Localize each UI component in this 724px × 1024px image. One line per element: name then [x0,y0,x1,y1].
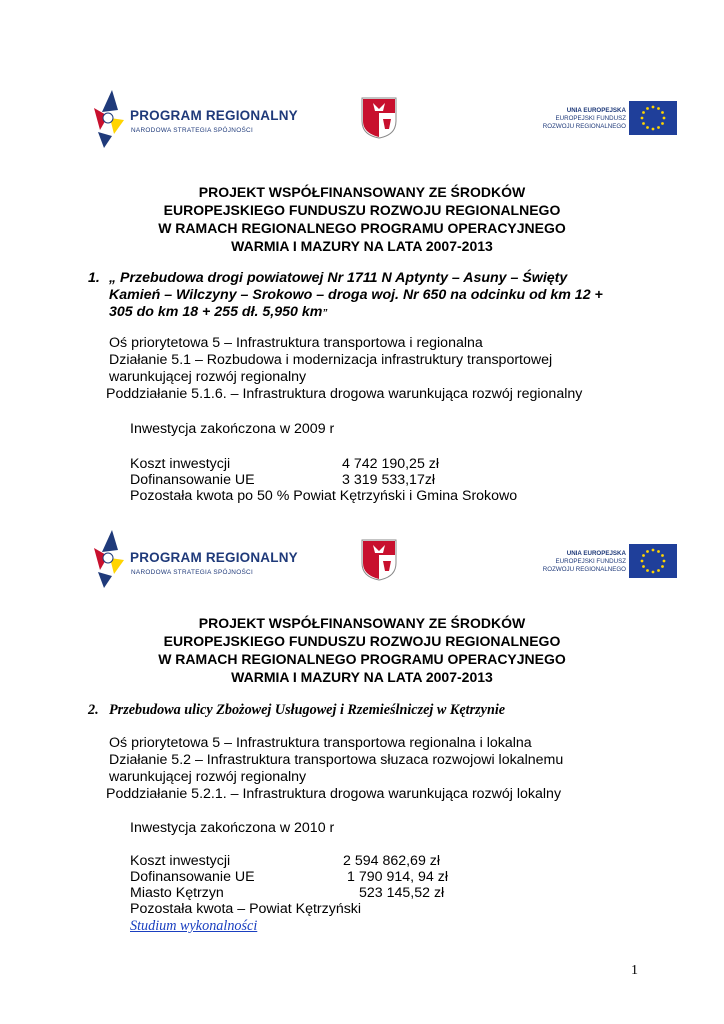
eu-text-block [530,107,626,131]
project2-cost-label: Koszt inwestycji [130,853,231,869]
project1-remaining: Pozostała kwota po 50 % Powiat Kętrzyński i Gmina Srokowo [130,488,518,504]
header2-line3: W RAMACH REGIONALNEGO PROGRAMU OPERACYJNEGO [158,651,566,667]
project1-action-line1: Działanie 5.1 – Rozbudowa i modernizacja infrastruktury transportowej [109,352,553,368]
eu-flag-icon-2 [629,544,677,578]
project1-title-line2: Kamień – Wilczyny – Srokowo – droga woj. Nr 650 na odcinku od km 12 + [109,287,603,303]
program-regional-logo-2 [88,530,318,590]
project1-title-quote: ” [322,308,328,319]
project1-action-line2: warunkującej rozwój regionalny [109,369,307,385]
project1-title-line1: „ Przebudowa drogi powiatowej Nr 1711 N Aptynty – Asuny – Święty [109,270,568,286]
project2-remaining: Pozostała kwota – Powiat Kętrzyński [130,901,362,917]
project1-title-line3 [109,304,327,323]
header2-line4: WARMIA I MAZURY NA LATA 2007-2013 [231,669,493,685]
header2-line1: PROJEKT WSPÓŁFINANSOWANY ZE ŚRODKÓW [198,615,526,631]
header-line1: PROJEKT WSPÓŁFINANSOWANY ZE ŚRODKÓW [198,184,526,200]
project2-city-label: Miasto Kętrzyn [130,885,224,901]
program-subtitle-2: NARODOWA STRATEGIA SPÓJNOŚCI [131,569,254,576]
eu-line1: UNIA EUROPEJSKA [566,107,626,114]
header-line3: W RAMACH REGIONALNEGO PROGRAMU OPERACYJNEGO [158,220,566,236]
project2-title: Przebudowa ulicy Zbożowej Usługowej i Rzemieślniczej w Kętrzynie [109,702,506,718]
project2-city-value: 523 145,52 zł [359,885,445,901]
project2-action-line1: Działanie 5.2 – Infrastruktura transportowa słuzaca rozwojowi lokalnemu [109,752,564,768]
project1-axis: Oś priorytetowa 5 – Infrastruktura transportowa i regionalna [109,335,483,351]
project1-eu-label: Dofinansowanie UE [130,472,255,488]
warmia-mazury-crest-icon [361,97,397,139]
program-subtitle: NARODOWA STRATEGIA SPÓJNOŚCI [131,127,254,134]
program-regional-logo [88,90,318,150]
project1-number: 1. [88,270,100,286]
header-line4: WARMIA I MAZURY NA LATA 2007-2013 [231,238,493,254]
program-title: PROGRAM REGIONALNY [130,108,298,123]
project1-title-line3-text: 305 do km 18 + 255 dł. 5,950 km [109,304,323,320]
header2-line2: EUROPEJSKIEGO FUNDUSZU ROZWOJU REGIONALNEGO [163,633,561,649]
project1-cost-label: Koszt inwestycji [130,456,231,472]
eu-line1-2: UNIA EUROPEJSKA [566,550,626,557]
eu-line2: EUROPEJSKI FUNDUSZ [555,115,626,122]
project1-completed: Inwestycja zakończona w 2009 r [130,421,335,437]
project1-subaction: Poddziałanie 5.1.6. – Infrastruktura drogowa warunkująca rozwój regionalny [106,386,583,402]
page-number: 1 [631,963,638,978]
feasibility-study-link[interactable]: Studium wykonalności [130,918,258,934]
eu-flag-icon [629,101,677,135]
eu-line3-2: ROZWOJU REGIONALNEGO [542,566,626,573]
program-star-icon [88,90,128,148]
header-line2: EUROPEJSKIEGO FUNDUSZU ROZWOJU REGIONALNEGO [163,202,561,218]
project2-number: 2. [88,702,99,718]
program-star-icon [88,530,128,588]
project2-axis: Oś priorytetowa 5 – Infrastruktura transportowa regionalna i lokalna [109,735,532,751]
eu-line3: ROZWOJU REGIONALNEGO [542,123,626,130]
project2-eu-label: Dofinansowanie UE [130,869,255,885]
warmia-mazury-crest-icon-2 [361,539,397,581]
project2-subaction: Poddziałanie 5.2.1. – Infrastruktura drogowa warunkująca rozwój lokalny [106,786,562,802]
eu-line2-2: EUROPEJSKI FUNDUSZ [555,558,626,565]
program-title-2: PROGRAM REGIONALNY [130,550,298,565]
project2-cost-value: 2 594 862,69 zł [343,853,441,869]
project1-eu-value: 3 319 533,17zł [342,472,436,488]
project1-cost-value: 4 742 190,25 zł [342,456,440,472]
project2-completed: Inwestycja zakończona w 2010 r [130,820,335,836]
project2-eu-value: 1 790 914, 94 zł [347,869,448,885]
project2-action-line2: warunkującej rozwój regionalny [109,769,307,785]
eu-text-block-2 [530,550,626,574]
